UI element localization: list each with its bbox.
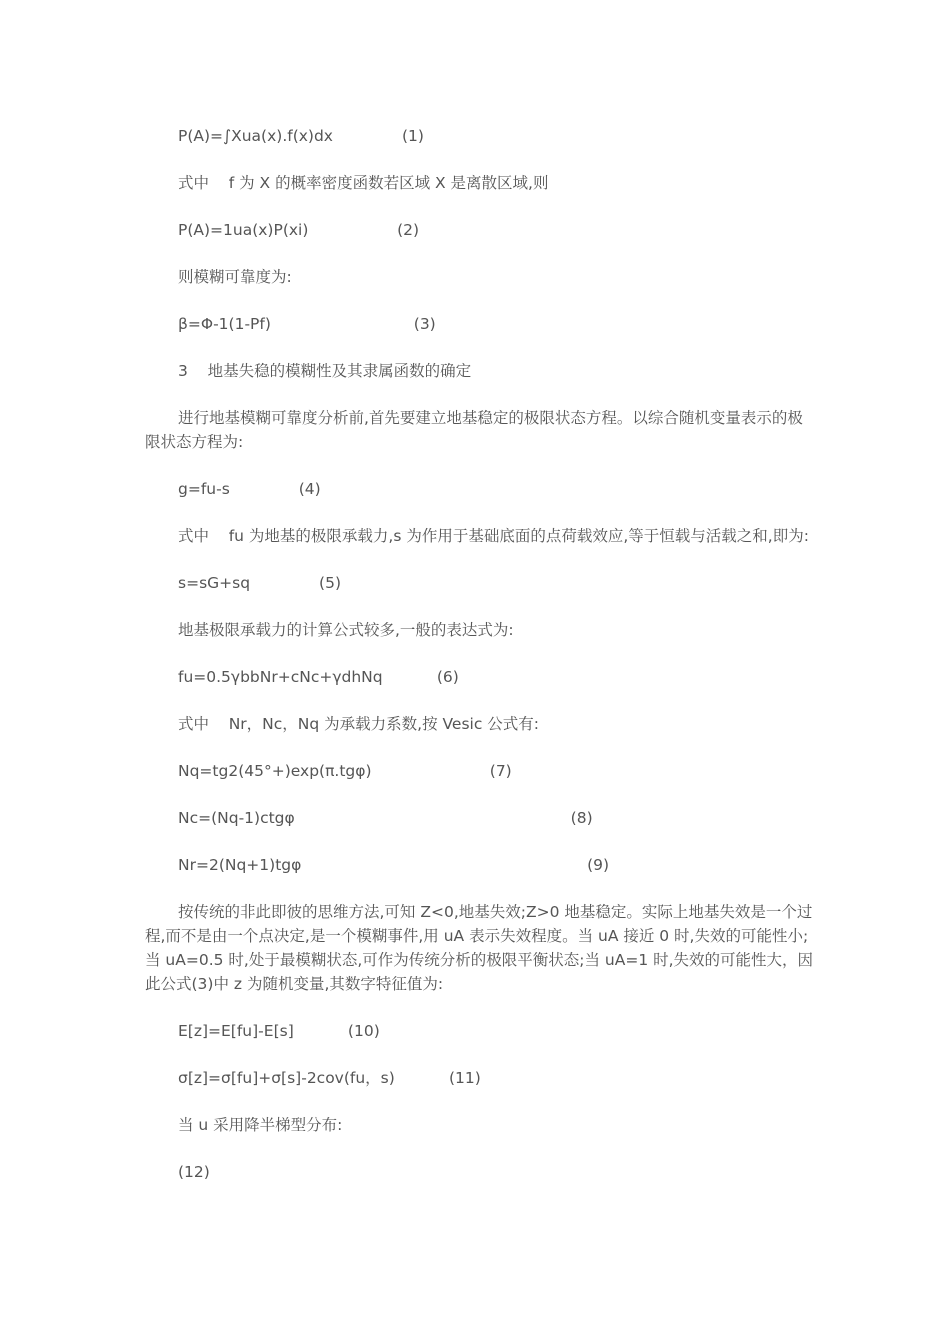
paragraph-density-note: 式中 f 为 X 的概率密度函数若区域 X 是离散区域,则 [178, 174, 549, 192]
paragraph-trapezoid: 当 u 采用降半梯型分布: [178, 1116, 343, 1134]
paragraph-general-expression: 地基极限承载力的计算公式较多,一般的表达式为: [178, 621, 514, 639]
formula-9: Nr=2(Nq+1)tgφ (9) [178, 856, 610, 874]
section-heading-3: 3 地基失稳的模糊性及其隶属函数的确定 [178, 362, 472, 380]
paragraph-bearing-capacity: 式中 fu 为地基的极限承载力,s 为作用于基础底面的点荷载效应,等于恒载与活载之和,即为: [178, 527, 809, 545]
paragraph-vesic: 式中 Nr，Nc，Nq 为承载力系数,按 Vesic 公式有: [178, 715, 539, 733]
formula-3: β=Φ-1(1-Pf) (3) [178, 315, 436, 333]
paragraph-fuzzy-failure: 按传统的非此即彼的思维方法,可知 Z<0,地基失效;Z>0 地基稳定。实际上地基失效是一个过程,而不是由一个点决定,是一个模糊事件,用 uA 表示失效程度。当 uA 接近 0 时,失效的可能性小;当 uA=0.5 时,处于最模糊状态,可作为传统分析的极限平衡状态;当 uA=1 时,失效的可能性大，因此公式(3)中 z 为随机变量,其数字特征值为: [145, 903, 814, 993]
formula-7: Nq=tg2(45°+)exp(π.tgφ) (7) [178, 762, 512, 780]
formula-2: P(A)=1ua(x)P(xi) (2) [178, 221, 420, 239]
formula-1: P(A)=∫Xua(x).f(x)dx (1) [178, 127, 424, 145]
formula-11: σ[z]=σ[fu]+σ[s]-2cov(fu，s) (11) [178, 1069, 481, 1087]
formula-8: Nc=(Nq-1)ctgφ (8) [178, 809, 593, 827]
paragraph-reliability-intro: 则模糊可靠度为: [178, 268, 292, 286]
formula-12: (12) [178, 1163, 210, 1181]
formula-4: g=fu-s (4) [178, 480, 321, 498]
document-body [145, 124, 815, 1207]
paragraph-limit-state: 进行地基模糊可靠度分析前,首先要建立地基稳定的极限状态方程。以综合随机变量表示的极限状态方程为: [145, 409, 803, 451]
formula-10: E[z]=E[fu]-E[s] (10) [178, 1022, 380, 1040]
formula-5: s=sG+sq (5) [178, 574, 341, 592]
formula-6: fu=0.5γbbNr+cNc+γdhNq (6) [178, 668, 459, 686]
